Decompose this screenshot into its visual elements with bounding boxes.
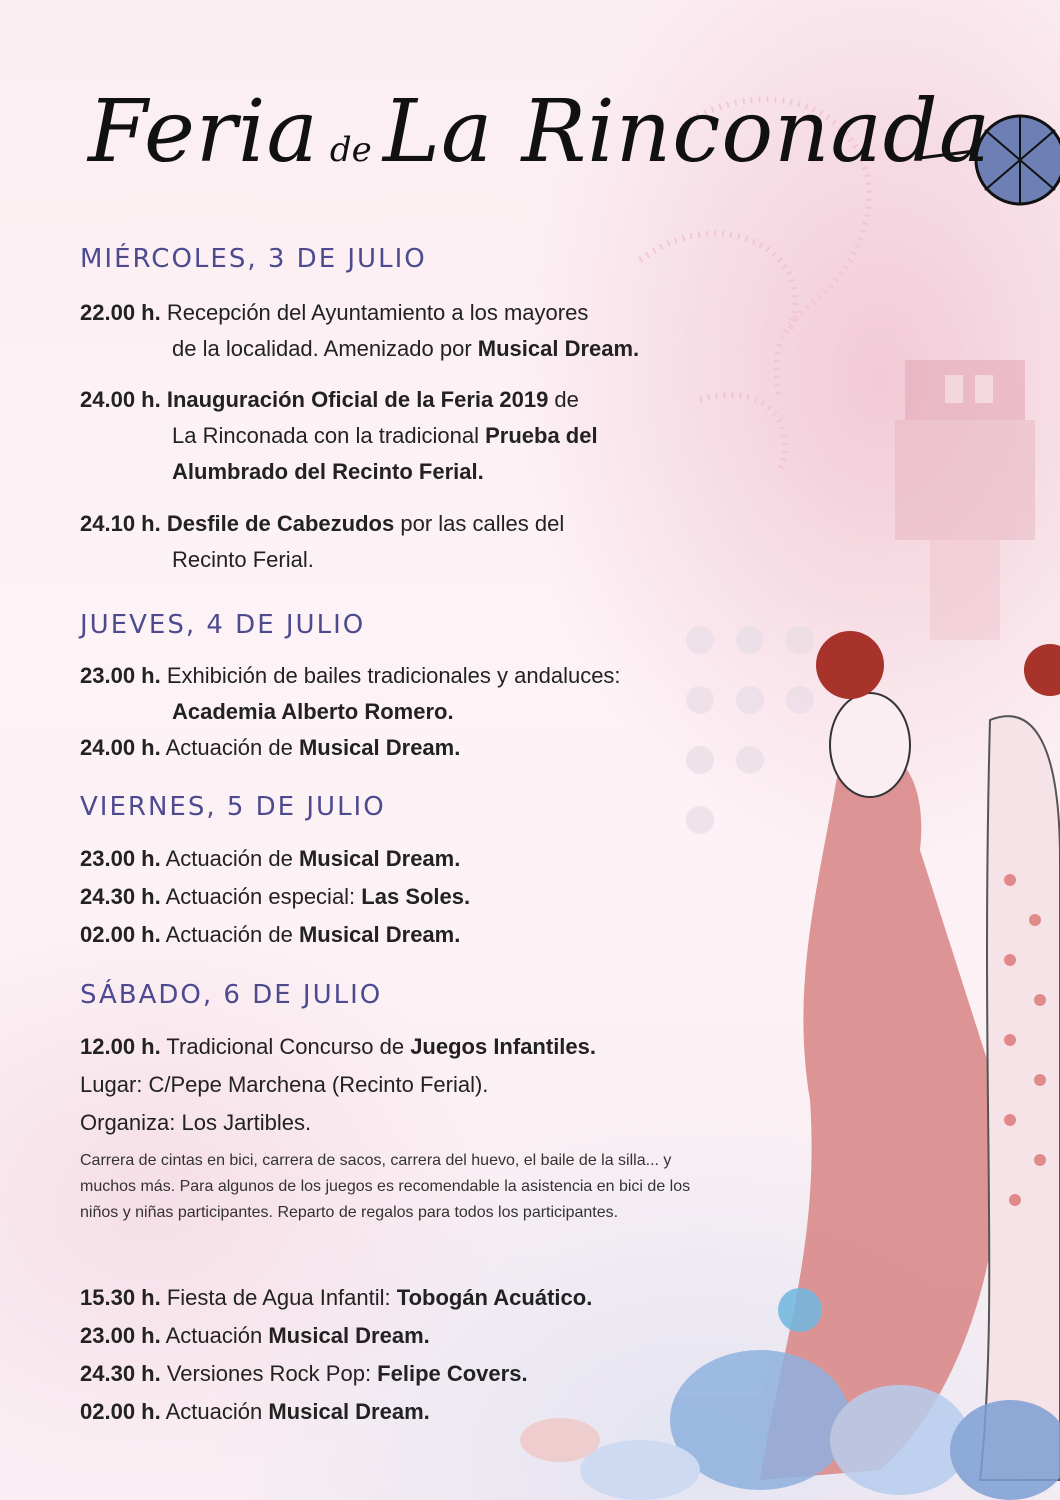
flamenco-women-illustration xyxy=(760,631,1060,1480)
event-sat-2 xyxy=(80,1280,592,1316)
event-highlight: Prueba del xyxy=(485,423,598,448)
event-time: 15.30 h. xyxy=(80,1285,161,1310)
event-thu-1 xyxy=(80,658,621,730)
day-heading-saturday: SÁBADO, 6 DE JULIO xyxy=(80,980,383,1010)
event-thu-2 xyxy=(80,730,460,766)
event-text: Actuación de xyxy=(160,735,299,760)
event-time: 02.00 h. xyxy=(80,1399,161,1424)
event-fri-2 xyxy=(80,879,470,915)
performer-name: Musical Dream. xyxy=(268,1399,430,1424)
event-time: 22.00 h. xyxy=(80,300,161,325)
event-text: Actuación especial: xyxy=(160,884,362,909)
performer-name: Musical Dream. xyxy=(268,1323,430,1348)
event-time: 24.00 h. xyxy=(80,735,161,760)
event-text-line2 xyxy=(80,331,639,367)
event-text: Tradicional Concurso de xyxy=(160,1034,411,1059)
games-description: Carrera de cintas en bici, carrera de sacos, carrera del huevo, el baile de la silla... y muchos más. Para algunos de los juegos es recomendable la asistencia en bici de los niños y niñas participantes. Reparto de regalos para todos los participantes. xyxy=(80,1152,691,1221)
event-text: Exhibición de bailes tradicionales y andaluces: xyxy=(160,663,621,688)
event-wed-3 xyxy=(80,506,564,578)
event-text: Actuación xyxy=(160,1399,269,1424)
event-highlight: Tobogán Acuático. xyxy=(396,1285,593,1310)
event-highlight: Juegos Infantiles. xyxy=(410,1034,597,1059)
event-text: La Rinconada con la tradicional xyxy=(172,423,486,448)
performer-name: Felipe Covers. xyxy=(377,1361,528,1386)
performer-name: Musical Dream. xyxy=(298,846,461,871)
event-text: Recepción del Ayuntamiento a los mayores xyxy=(160,300,589,325)
event-text: de xyxy=(548,387,579,412)
event-text: Actuación xyxy=(160,1323,269,1348)
event-highlight: Desfile de Cabezudos xyxy=(160,511,395,536)
title-feria: Feria xyxy=(88,82,319,182)
event-text: de la localidad. Amenizado por xyxy=(172,336,478,361)
performer-name: Musical Dream. xyxy=(298,735,461,760)
event-sat-4 xyxy=(80,1356,528,1392)
water-tower-illustration xyxy=(895,360,1035,640)
event-highlight-line3: Alumbrado del Recinto Ferial. xyxy=(172,459,484,484)
event-time: 12.00 h. xyxy=(80,1034,161,1059)
poster-title xyxy=(88,82,992,202)
event-time: 23.00 h. xyxy=(80,846,161,871)
day-heading-thursday: JUEVES, 4 DE JULIO xyxy=(80,610,366,640)
event-text: Versiones Rock Pop: xyxy=(160,1361,378,1386)
event-time: 24.10 h. xyxy=(80,511,161,536)
event-text: Actuación de xyxy=(160,922,299,947)
event-text: Actuación de xyxy=(160,846,299,871)
performer-name: Musical Dream. xyxy=(477,336,640,361)
event-location: Lugar: C/Pepe Marchena (Recinto Ferial). xyxy=(80,1072,489,1097)
title-de: de xyxy=(329,130,372,170)
event-text: Fiesta de Agua Infantil: xyxy=(160,1285,397,1310)
event-wed-2 xyxy=(80,382,598,490)
performer-name: Academia Alberto Romero. xyxy=(172,699,454,724)
event-time: 24.00 h. xyxy=(80,387,161,412)
event-fri-3 xyxy=(80,917,460,953)
performer-name: Las Soles. xyxy=(361,884,471,909)
event-time: 23.00 h. xyxy=(80,663,161,688)
event-organizer: Organiza: Los Jartibles. xyxy=(80,1110,312,1135)
performer-name: Musical Dream. xyxy=(298,922,461,947)
event-time: 02.00 h. xyxy=(80,922,161,947)
event-sat-3 xyxy=(80,1318,430,1354)
day-heading-wednesday: MIÉRCOLES, 3 DE JULIO xyxy=(80,244,427,274)
event-time: 23.00 h. xyxy=(80,1323,161,1348)
watercolor-flowers xyxy=(520,1288,1060,1500)
event-time: 24.30 h. xyxy=(80,884,161,909)
event-text-line2: Recinto Ferial. xyxy=(172,547,314,572)
title-la-rinconada: La Rinconada xyxy=(382,82,992,182)
event-wed-1 xyxy=(80,295,639,367)
dot-pattern xyxy=(686,626,814,834)
event-time: 24.30 h. xyxy=(80,1361,161,1386)
event-fri-1 xyxy=(80,841,460,877)
event-text: por las calles del xyxy=(394,511,565,536)
day-heading-friday: VIERNES, 5 DE JULIO xyxy=(80,792,386,822)
event-sat-5 xyxy=(80,1394,430,1430)
event-sat-1 xyxy=(80,1029,596,1065)
event-text-line2 xyxy=(80,418,598,454)
event-highlight: Inauguración Oficial de la Feria 2019 xyxy=(160,387,549,412)
